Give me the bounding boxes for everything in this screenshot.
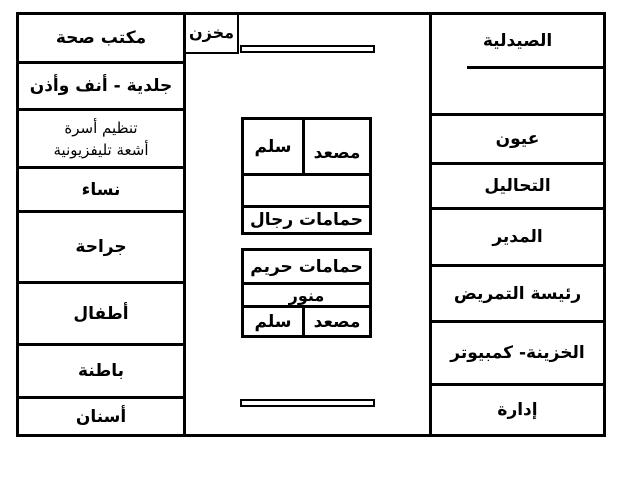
room-label: مصعد [313,311,361,332]
room-label: الخزينة- كمبيوتر [450,343,585,363]
room-label: الصيدلية [482,30,553,51]
corridor-bench-bottom [240,399,375,407]
elevator-upper [305,126,369,179]
women-restrooms [244,251,369,282]
room-label: مكتب صحة [55,28,147,48]
room-dermatology-ent [19,64,183,108]
room-label: حمامات حريم [250,256,363,277]
room-pharmacy [432,15,603,66]
stairs-lower [244,308,302,335]
room-label: باطنة [77,361,125,381]
room-store [186,14,237,50]
store-wall [186,52,239,54]
room-label: سلم [254,136,292,157]
room-head-nurse [432,267,603,320]
room-pediatrics [19,284,183,343]
room-surgery [19,213,183,281]
room-label: حمامات رجال [249,210,364,230]
room-label: جلدية - أنف وأذن [29,76,173,96]
store-wall [237,12,239,54]
room-cashier-computer [432,323,603,383]
room-label: المدير [492,227,543,247]
corridor-bench-top [240,45,375,53]
room-ophthalmology [432,116,603,162]
room-label: مصعد [313,142,361,163]
room-label: أسنان [75,406,127,427]
room-label: منور [288,285,325,305]
room-label: سلم [254,311,292,332]
room-director [432,210,603,264]
room-label: عيون [495,129,540,149]
light-shaft [244,285,369,305]
room-label: جراحة [75,237,127,257]
room-label: أشعة تليفزيونية [53,140,149,159]
men-restrooms [244,208,369,232]
room-laboratory [432,165,603,207]
room-label: التحاليل [484,176,551,196]
room-label: تنظيم أسرة [64,118,138,137]
room-health-office [19,15,183,61]
stairs-upper [244,120,302,173]
room-gynecology [19,169,183,210]
pharmacy-counter [467,66,606,69]
room-family-planning-ultrasound [19,111,183,166]
room-label: رئيسة التمريض [453,283,582,304]
room-label: مخزن [188,22,235,42]
room-administration [432,386,603,434]
elevator-lower [305,308,369,335]
room-label: أطفال [73,303,129,324]
left-column-wall [183,12,186,437]
room-dentistry [19,399,183,434]
room-label: نساء [81,179,121,200]
room-label: إدارة [497,400,538,420]
room-internal-medicine [19,346,183,396]
